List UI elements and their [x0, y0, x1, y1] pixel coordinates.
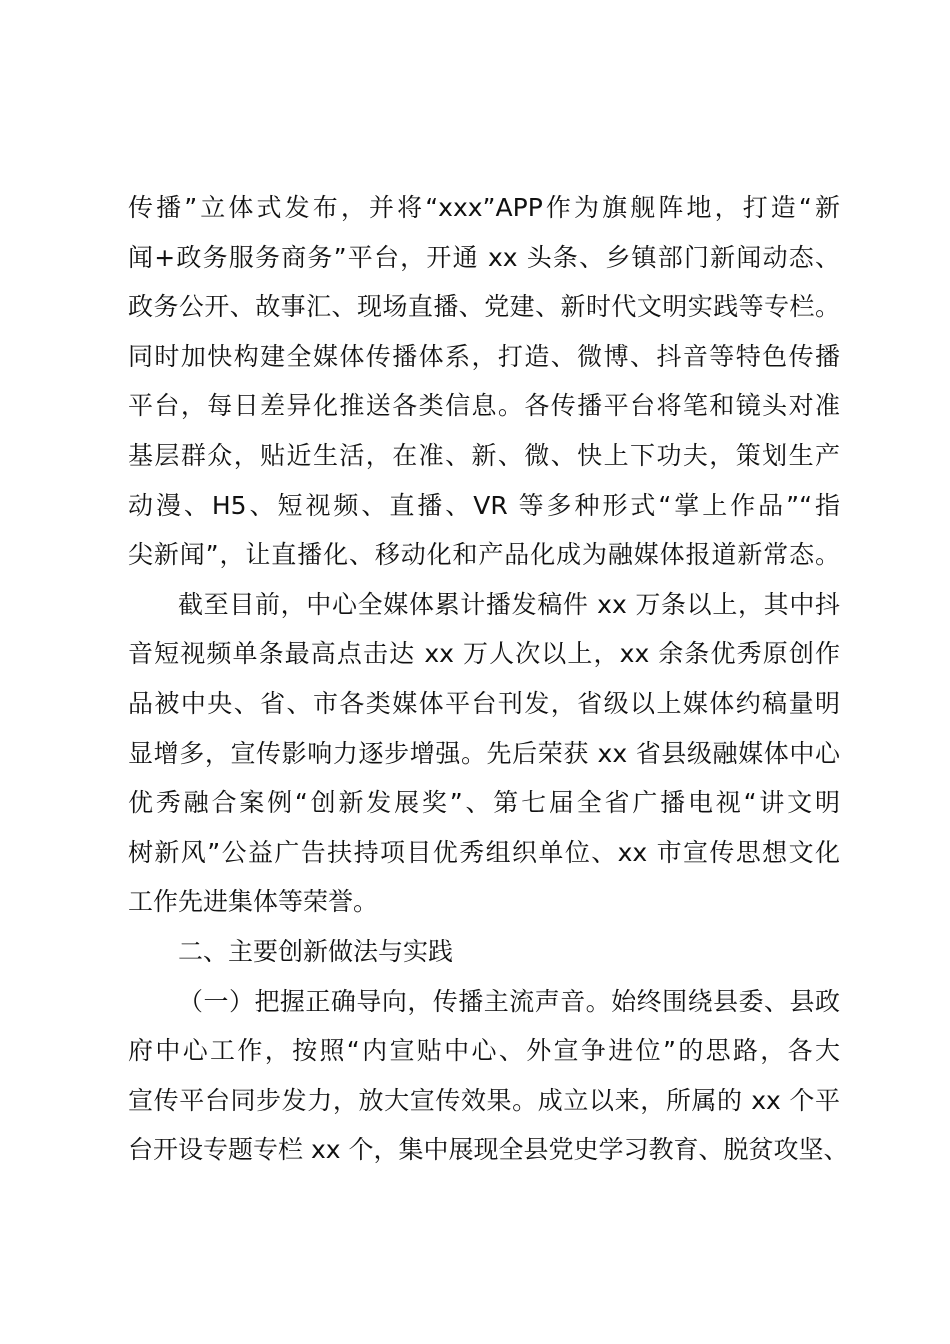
text-line: 音短视频单条最高点击达 xx 万人次以上，xx 余条优秀原创作: [128, 639, 840, 669]
text-line: 优秀融合案例“创新发展奖”、第七届全省广播电视“讲文明: [128, 788, 840, 818]
paragraph-first-line: 截至目前，中心全媒体累计播发稿件 xx 万条以上，其中抖: [178, 589, 840, 619]
text-line: 政务公开、故事汇、现场直播、党建、新时代文明实践等专栏。: [128, 292, 840, 322]
paragraph-first-line: （一）把握正确导向，传播主流声音。始终围绕县委、县政: [178, 986, 840, 1016]
text-line: 显增多，宣传影响力逐步增强。先后荣获 xx 省县级融媒体中心: [128, 738, 840, 768]
section-heading: 二、主要创新做法与实践: [178, 936, 454, 966]
text-line: 树新风”公益广告扶持项目优秀组织单位、xx 市宣传思想文化: [128, 837, 840, 867]
text-line: 传播”立体式发布，并将“xxx”APP作为旗舰阵地，打造“新: [128, 193, 840, 222]
text-line: 平台，每日差异化推送各类信息。各传播平台将笔和镜头对准: [128, 391, 840, 421]
text-line: 府中心工作，按照“内宣贴中心、外宣争进位”的思路，各大: [128, 1036, 840, 1066]
text-line: 工作先进集体等荣誉。: [128, 887, 379, 917]
text-line: 动漫、H5、短视频、直播、VR 等多种形式“掌上作品”“指: [128, 490, 840, 520]
text-line: 尖新闻”，让直播化、移动化和产品化成为融媒体报道新常态。: [128, 540, 840, 570]
text-line: 同时加快构建全媒体传播体系，打造、微博、抖音等特色传播: [128, 341, 840, 371]
text-line: 宣传平台同步发力，放大宣传效果。成立以来，所属的 xx 个平: [128, 1085, 840, 1115]
text-line: 闻+政务服务商务”平台，开通 xx 头条、乡镇部门新闻动态、: [128, 242, 840, 272]
text-line: 台开设专题专栏 xx 个，集中展现全县党史学习教育、脱贫攻坚、: [128, 1135, 849, 1165]
text-line: 基层群众，贴近生活，在准、新、微、快上下功夫，策划生产: [128, 440, 840, 470]
text-line: 品被中央、省、市各类媒体平台刊发，省级以上媒体约稿量明: [128, 688, 840, 718]
body-text: [128, 183, 849, 1175]
